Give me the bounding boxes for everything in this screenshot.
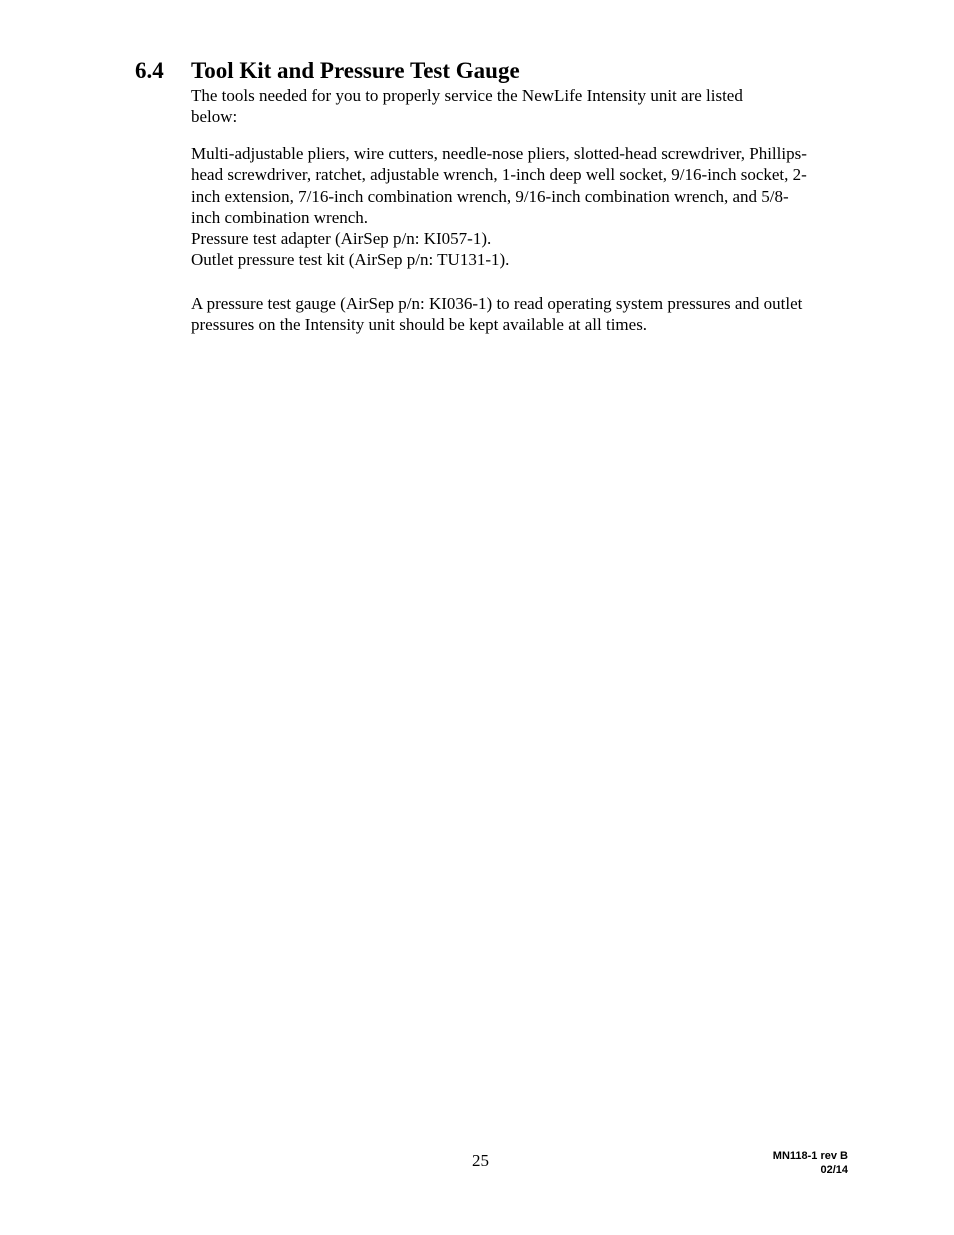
- gauge-note-line: A pressure test gauge (AirSep p/n: KI036-1) to read operating system pressures and outlet: [191, 294, 803, 313]
- page-number: 25: [472, 1151, 489, 1170]
- intro-line: below:: [191, 107, 238, 127]
- hand-tools-line: inch combination wrench.: [191, 207, 369, 227]
- section-heading: [135, 57, 520, 85]
- tool-list: [191, 143, 873, 271]
- intro-paragraph: [191, 85, 831, 128]
- gauge-note-line: pressures on the Intensity unit should be kept available at all times.: [191, 315, 648, 335]
- section-number: 6.4: [135, 58, 164, 83]
- hand-tools-line: inch extension, 7/16-inch combination wrench, 9/16-inch combination wrench, and 5/8-: [191, 186, 789, 206]
- document-reference: [773, 1149, 848, 1177]
- gauge-note-paragraph: [191, 293, 873, 336]
- section-title: Tool Kit and Pressure Test Gauge: [191, 58, 520, 83]
- outlet-pressure-test-kit: Outlet pressure test kit (AirSep p/n: TU131-1).: [191, 250, 510, 270]
- document-date: 02/14: [820, 1164, 848, 1176]
- intro-line: The tools needed for you to properly service the NewLife Intensity unit are listed: [191, 86, 743, 105]
- hand-tools-line: head screwdriver, ratchet, adjustable wrench, 1-inch deep well socket, 9/16-inch socket, 2-: [191, 165, 807, 185]
- document-id: MN118-1 rev B: [772, 1150, 848, 1162]
- pressure-test-adapter: Pressure test adapter (AirSep p/n: KI057-1).: [191, 229, 492, 249]
- hand-tools-line: Multi-adjustable pliers, wire cutters, needle-nose pliers, slotted-head screwdriver, Phillips-: [191, 144, 807, 163]
